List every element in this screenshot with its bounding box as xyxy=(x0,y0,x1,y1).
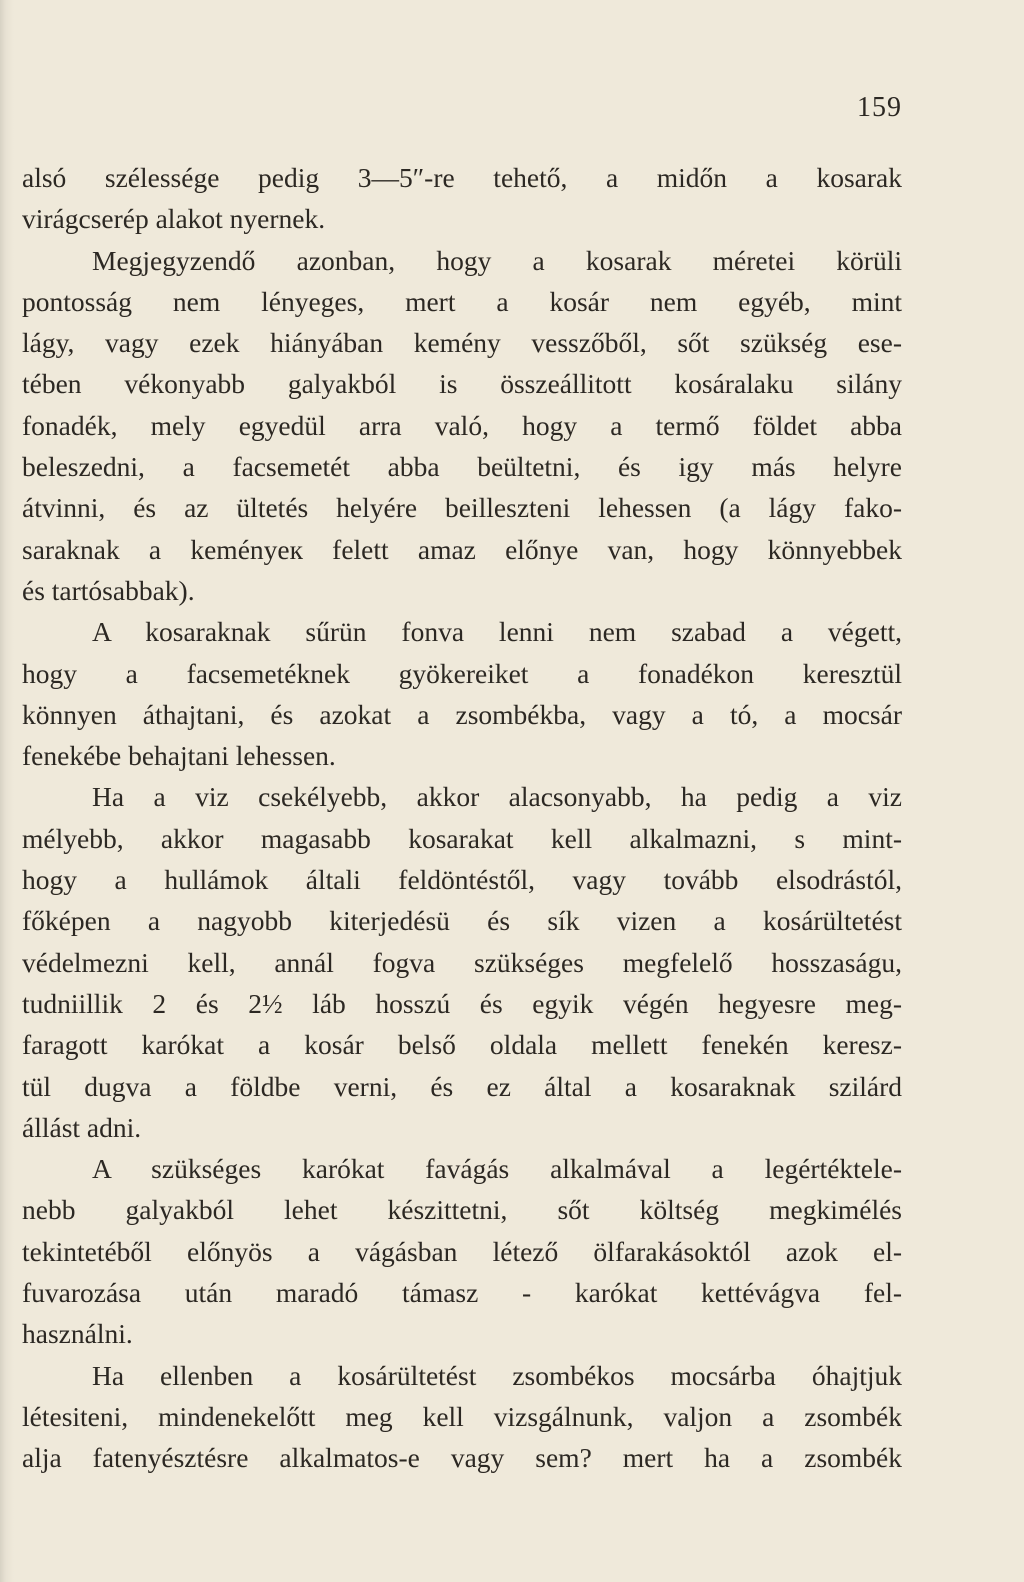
text-line: fuvarozása után maradó támasz - karókat kettévágva fel- xyxy=(22,1277,902,1309)
text-line: lágy, vagy ezek hiányában kemény vesszőből, sőt szükség ese- xyxy=(22,327,902,359)
text-line: tudniillik 2 és 2½ láb hosszú és egyik végén hegyesre meg- xyxy=(22,987,902,1019)
text-line: A szükséges karókat favágás alkalmával a legértéktele- xyxy=(92,1153,902,1185)
text-line: Ha ellenben a kosárültetést zsombékos mocsárba óhajtjuk xyxy=(92,1359,902,1391)
text-line: létesiteni, mindenekelőtt meg kell vizsgálnunk, valjon a zsombék xyxy=(22,1400,902,1432)
text-line: beleszedni, a facsemetét abba beültetni, és igy más helyre xyxy=(22,451,902,483)
text-line: A kosaraknak sűrün fonva lenni nem szabad a végett, xyxy=(92,616,902,648)
text-line: Megjegyzendő azonban, hogy a kosarak méretei körüli xyxy=(92,244,902,276)
text-line: tül dugva a földbe verni, és ez által a kosaraknak szilárd xyxy=(22,1070,902,1102)
text-line: fenekébe behajtani lehessen. xyxy=(22,740,336,772)
text-line: állást adni. xyxy=(22,1111,142,1143)
text-line: nebb galyakból lehet készittetni, sőt költség megkimélés xyxy=(22,1194,902,1226)
text-line: tekintetéből előnyös a vágásban létező ölfarakásoktól azok el- xyxy=(22,1235,902,1267)
text-line: alja fatenyésztésre alkalmatos-e vagy sem? mert ha a zsombék xyxy=(22,1442,902,1474)
text-line: Ha a viz csekélyebb, akkor alacsonyabb, ha pedig a viz xyxy=(92,781,902,813)
text-line: tében vékonyabb galyakból is összeállitott kosáralaku silány xyxy=(22,368,902,400)
text-line: faragott karókat a kosár belső oldala mellett fenekén keresz- xyxy=(22,1029,902,1061)
text-line: hogy a hullámok általi feldöntéstől, vagy tovább elsodrástól, xyxy=(22,864,902,896)
text-line: alsó szélessége pedig 3—5″-re tehető, a midőn a kosarak xyxy=(22,162,902,193)
text-line: védelmezni kell, annál fogva szükséges megfelelő hosszaságu, xyxy=(22,946,902,978)
text-line: átvinni, és az ültetés helyére beilleszteni lehessen (a lágy fako- xyxy=(22,492,902,524)
text-line: és tartósabbak). xyxy=(22,574,195,606)
page-number: 159 xyxy=(857,92,902,123)
text-line: főképen a nagyobb kiterjedésü és sík vizen a kosárültetést xyxy=(22,905,902,937)
text-line: könnyen áthajtani, és azokat a zsombékba, vagy a tó, a mocsár xyxy=(22,698,902,730)
text-line: saraknak a keményeк felett amaz előnye van, hogy könnyebbek xyxy=(22,533,902,565)
text-line: mélyebb, akkor magasabb kosarakat kell alkalmazni, s mint- xyxy=(22,822,902,854)
text-line: hogy a facsemetéknek gyökereiket a fonadékon keresztül xyxy=(22,657,902,689)
text-line: virágcserép alakot nyernek. xyxy=(22,203,326,235)
body-text xyxy=(22,157,902,1479)
text-line: pontosság nem lényeges, mert a kosár nem egyéb, mint xyxy=(22,285,902,317)
text-line: használni. xyxy=(22,1318,133,1350)
text-line: fonadék, mely egyedül arra való, hogy a termő földet abba xyxy=(22,409,902,441)
